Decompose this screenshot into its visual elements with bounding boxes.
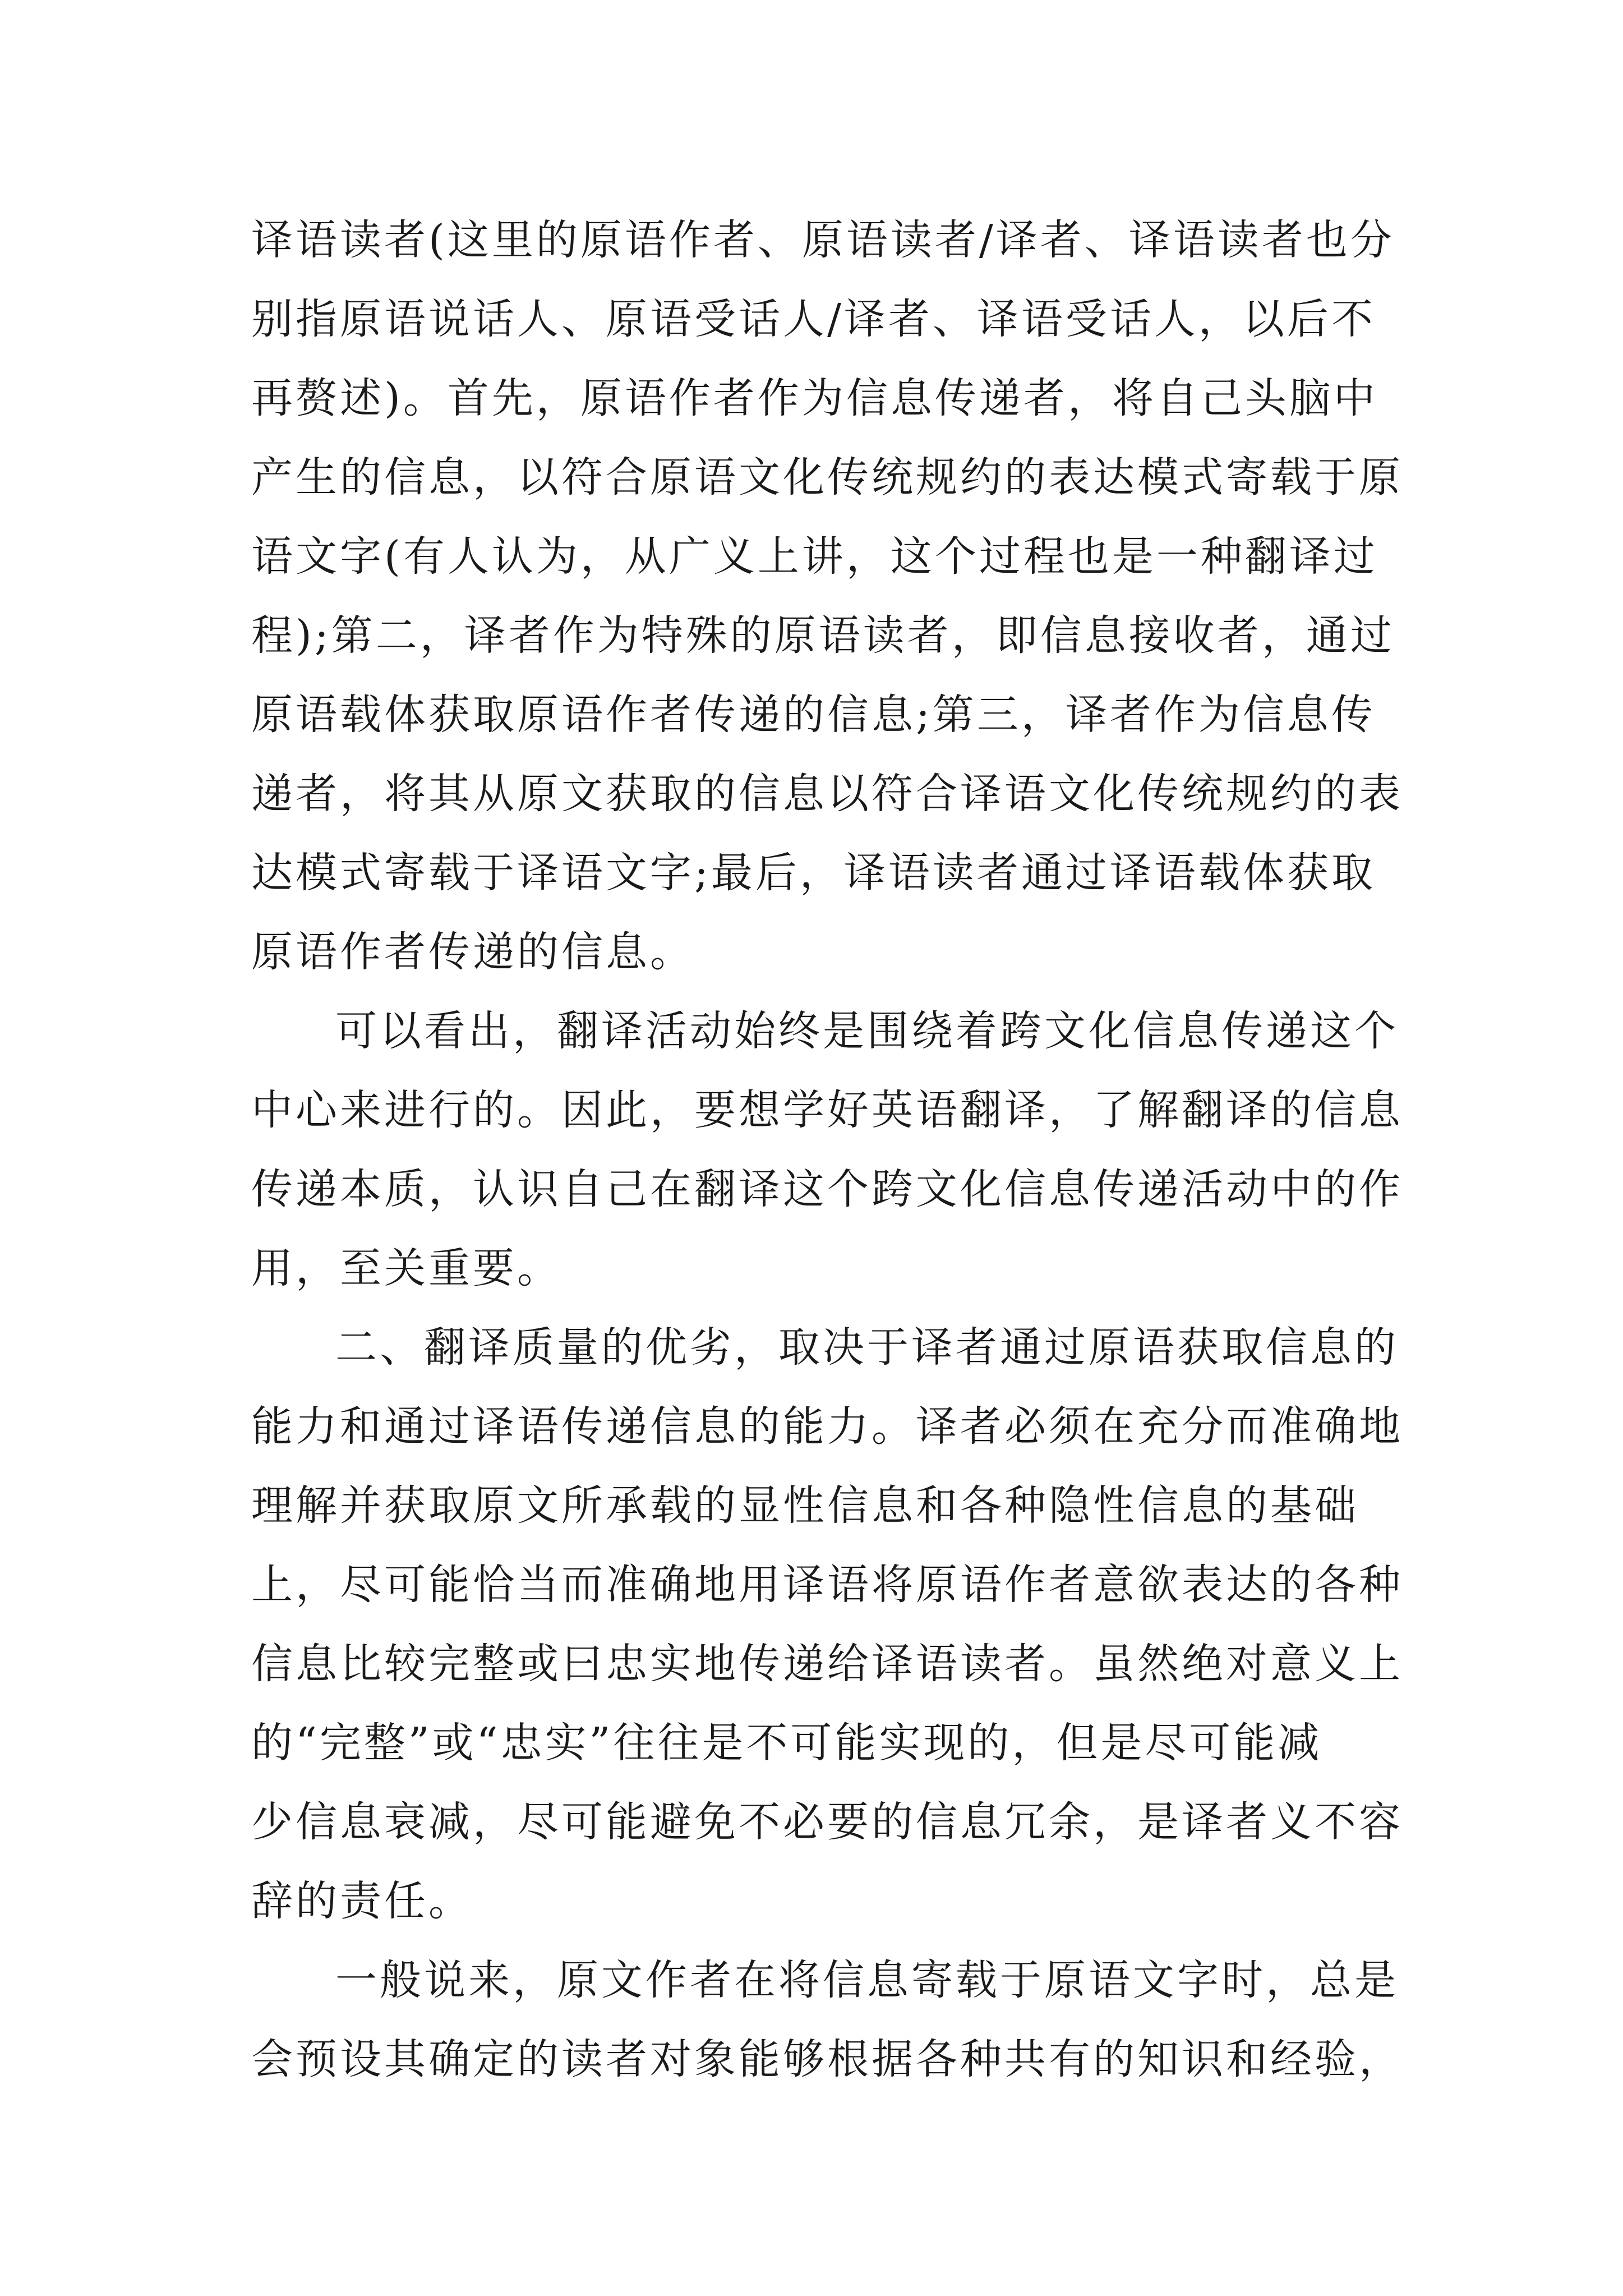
paragraph-1-line-7: 原语载体获取原语作者传递的信息;第三，译者作为信息传 xyxy=(251,691,1376,739)
paragraph-3-line-4: 上，尽可能恰当而准确地用译语将原语作者意欲表达的各种 xyxy=(251,1561,1403,1609)
body-text xyxy=(251,201,1403,2099)
paragraph-1-line-9: 达模式寄载于译语文字;最后，译语读者通过译语载体获取 xyxy=(251,849,1376,897)
paragraph-1-line-1: 译语读者(这里的原语作者、原语读者/译者、译语读者也分 xyxy=(251,216,1395,264)
paragraph-4-line-1: 一般说来，原文作者在将信息寄载于原语文字时，总是 xyxy=(335,1956,1399,2004)
paragraph-2-line-1: 可以看出，翻译活动始终是围绕着跨文化信息传递这个 xyxy=(335,1007,1399,1055)
paragraph-2-line-2: 中心来进行的。因此，要想学好英语翻译，了解翻译的信息 xyxy=(251,1086,1403,1134)
paragraph-3-line-7: 少信息衰减，尽可能避免不必要的信息冗余，是译者义不容 xyxy=(251,1798,1403,1846)
paragraph-3-line-3: 理解并获取原文所承载的显性信息和各种隐性信息的基础 xyxy=(251,1481,1359,1530)
paragraph-1-line-5: 语文字(有人认为，从广义上讲，这个过程也是一种翻译过 xyxy=(251,532,1378,581)
paragraph-3-line-6: 的“完整”或“忠实”往往是不可能实现的，但是尽可能减 xyxy=(251,1719,1322,1767)
paragraph-1-line-10: 原语作者传递的信息。 xyxy=(251,928,694,976)
paragraph-3-line-1: 二、翻译质量的优劣，取决于译者通过原语获取信息的 xyxy=(335,1323,1399,1372)
paragraph-3-line-8: 辞的责任。 xyxy=(251,1877,473,1925)
paragraph-2-line-3: 传递本质，认识自己在翻译这个跨文化信息传递活动中的作 xyxy=(251,1165,1403,1213)
paragraph-2-line-4: 用，至关重要。 xyxy=(251,1244,561,1292)
paragraph-1-line-3: 再赘述)。首先，原语作者作为信息传递者，将自己头脑中 xyxy=(251,374,1378,422)
paragraph-1-line-4: 产生的信息，以符合原语文化传统规约的表达模式寄载于原 xyxy=(251,453,1403,501)
paragraph-4-line-2: 会预设其确定的读者对象能够根据各种共有的知识和经验， xyxy=(251,2035,1403,2083)
paragraph-1-line-2: 别指原语说话人、原语受话人/译者、译语受话人，以后不 xyxy=(251,295,1376,343)
paragraph-1-line-6: 程);第二，译者作为特殊的原语读者，即信息接收者，通过 xyxy=(251,611,1395,660)
paragraph-3-line-5: 信息比较完整或曰忠实地传递给译语读者。虽然绝对意义上 xyxy=(251,1640,1403,1688)
paragraph-3-line-2: 能力和通过译语传递信息的能力。译者必须在充分而准确地 xyxy=(251,1402,1403,1451)
paragraph-1-line-8: 递者，将其从原文获取的信息以符合译语文化传统规约的表 xyxy=(251,770,1403,818)
